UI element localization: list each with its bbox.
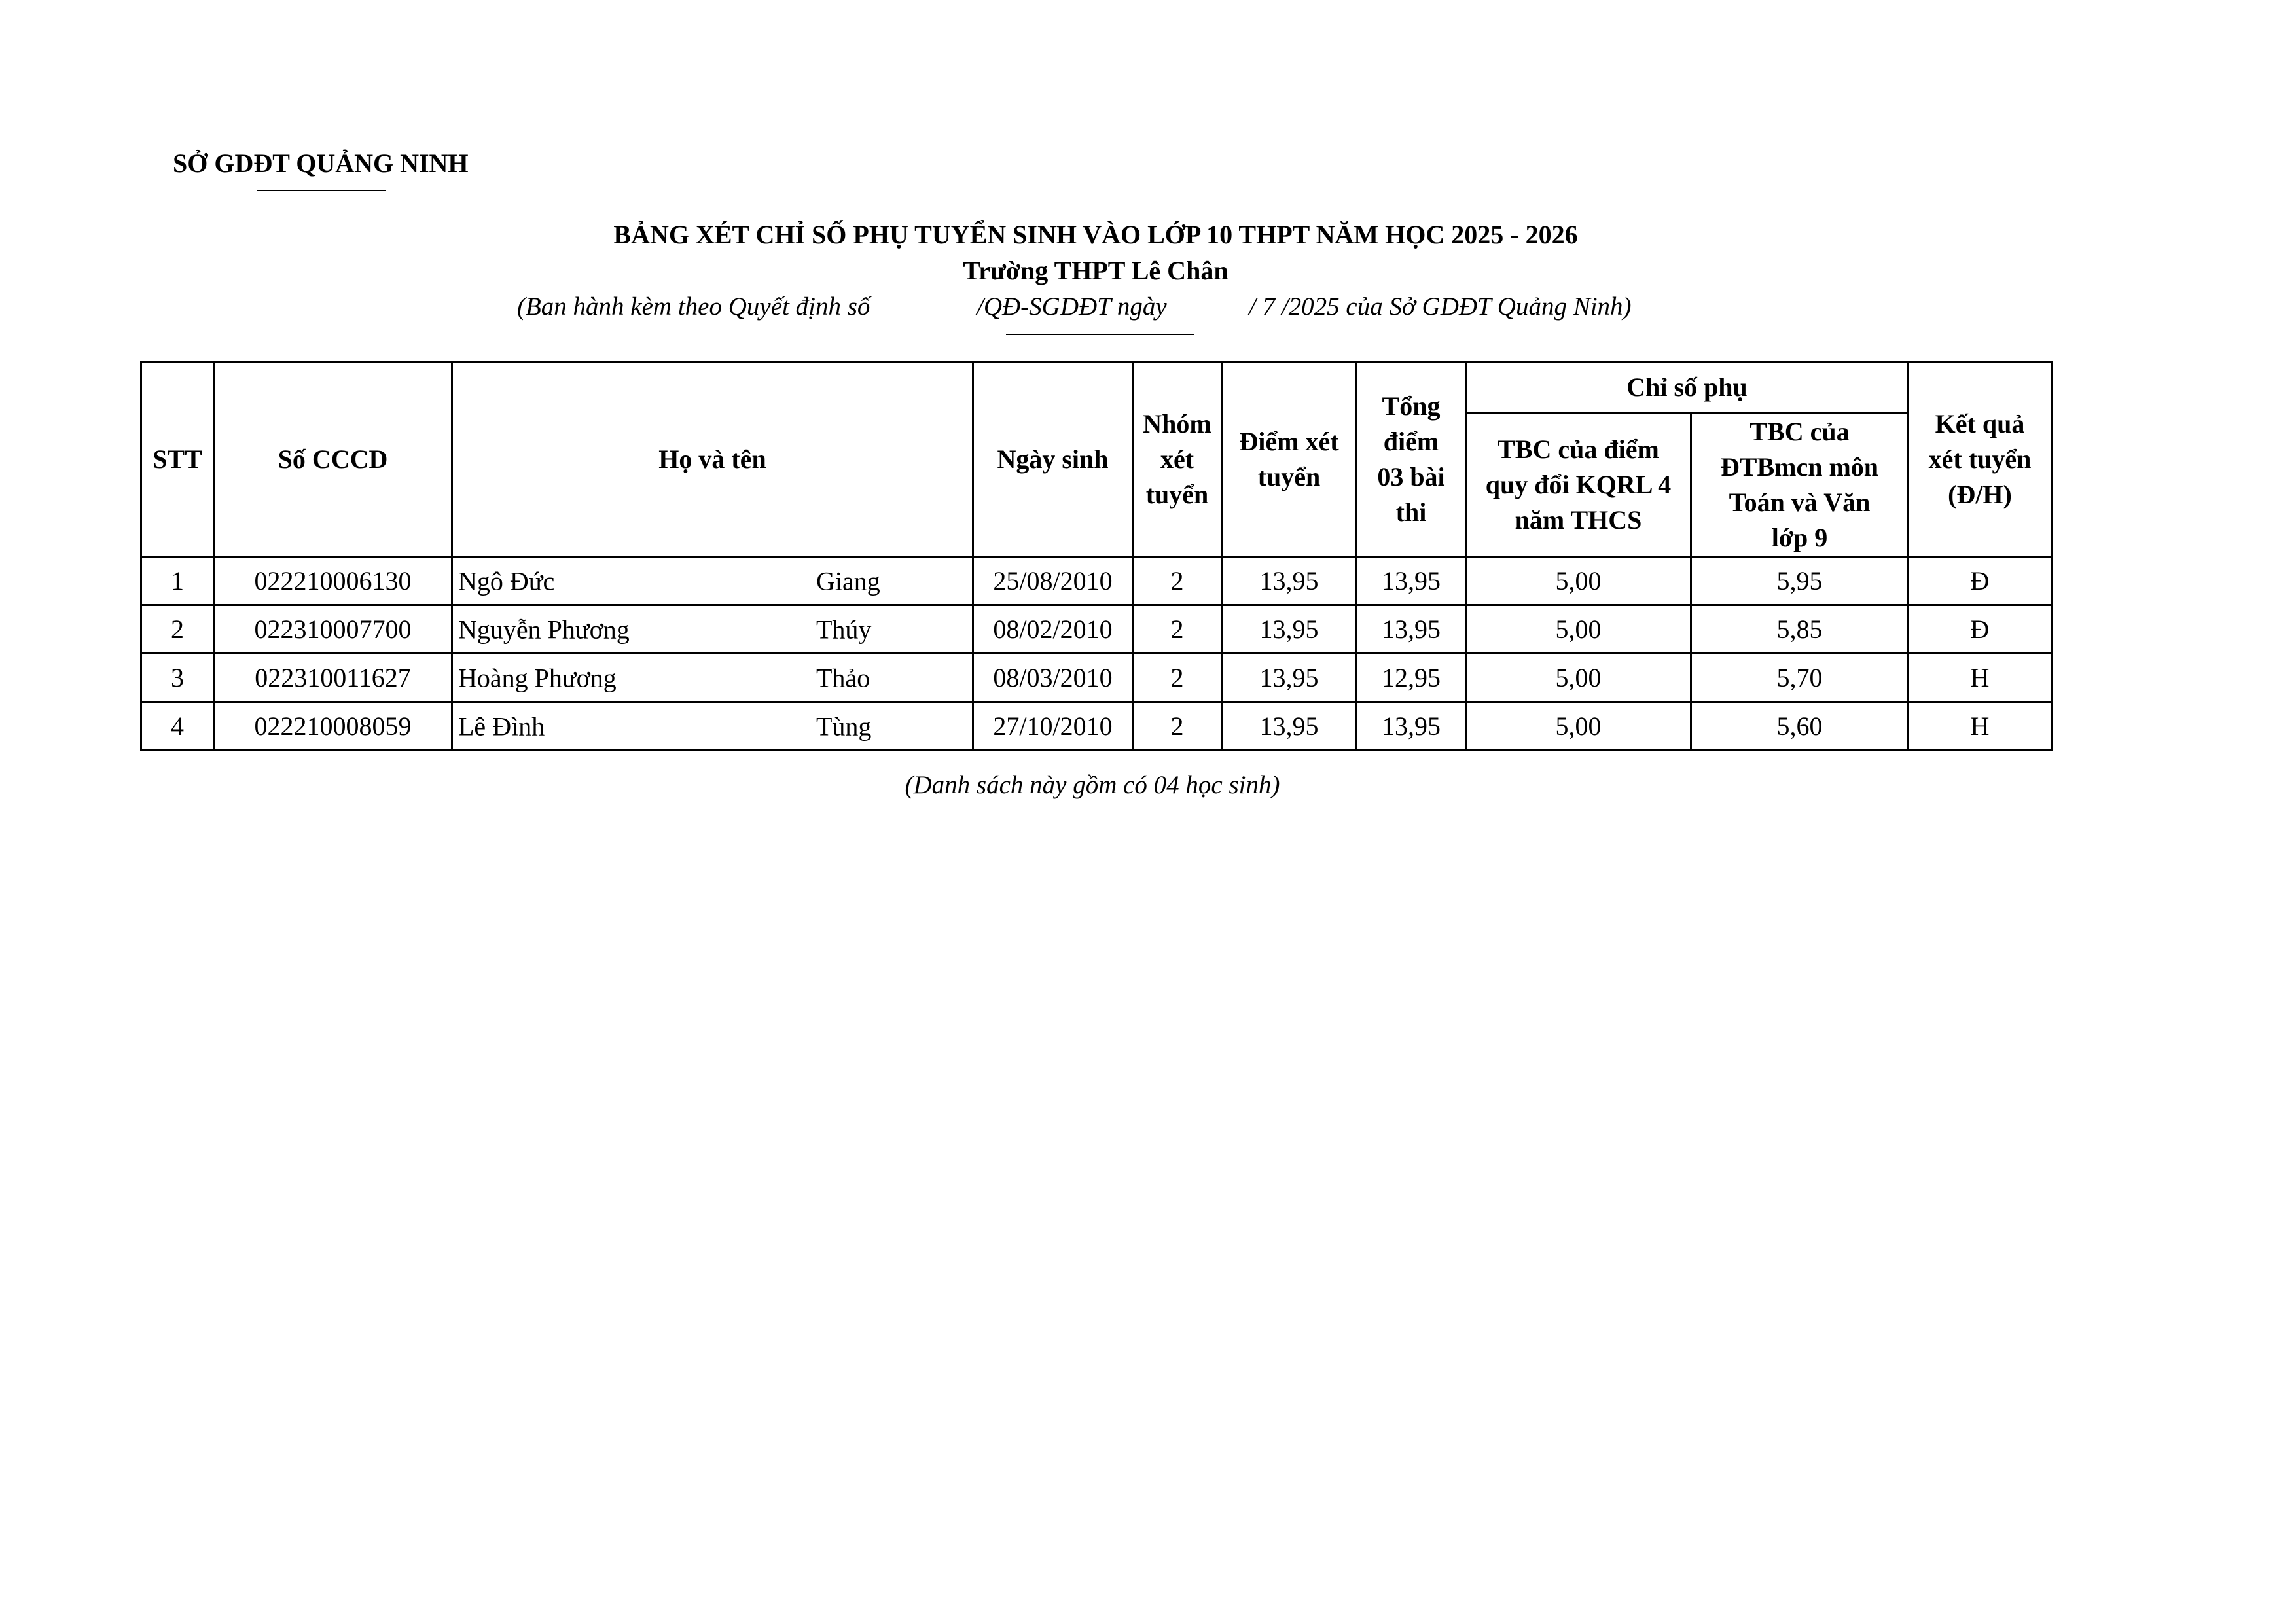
cell-first-name: Thúy: [816, 615, 872, 644]
header-tbc-dtb: [1691, 414, 1909, 557]
school-name: Trường THPT Lê Chân: [963, 256, 1229, 285]
cell-score: 13,95: [1222, 557, 1357, 605]
cell-cccd: 022310011627: [214, 654, 452, 702]
header-score: [1222, 362, 1357, 557]
cell-dtb: 5,85: [1691, 605, 1909, 654]
table-row: [141, 702, 2052, 751]
cell-group: 2: [1133, 557, 1222, 605]
cell-kqrl: 5,00: [1466, 557, 1691, 605]
header-stt: STT: [141, 362, 214, 557]
cell-name: [452, 605, 973, 654]
agency-name: SỞ GDĐT QUẢNG NINH: [173, 149, 469, 178]
cell-dtb: 5,70: [1691, 654, 1909, 702]
table-row: [141, 654, 2052, 702]
cell-last-name: Ngô Đức: [458, 566, 555, 596]
header-total-text: Tổng điểm 03 bài thi: [1377, 391, 1445, 527]
cell-total: 13,95: [1357, 605, 1466, 654]
cell-stt: 4: [141, 702, 214, 751]
header-tbc-kqrl: [1466, 414, 1691, 557]
table-row: [141, 557, 2052, 605]
cell-cccd: 022210006130: [214, 557, 452, 605]
cell-dob: 27/10/2010: [973, 702, 1133, 751]
cell-score: 13,95: [1222, 605, 1357, 654]
cell-result: Đ: [1909, 605, 2052, 654]
cell-total: 13,95: [1357, 702, 1466, 751]
decree-text-part2: /QĐ-SGDĐT ngày: [977, 293, 1167, 321]
header-total: [1357, 362, 1466, 557]
cell-first-name: Thảo: [816, 663, 870, 692]
header-tbc-dtb-text: TBC của ĐTBmcn môn Toán và Văn lớp 9: [1720, 417, 1879, 552]
header-score-text: Điểm xét tuyển: [1239, 426, 1339, 491]
decree-underline: [1006, 334, 1194, 335]
header-result-text: Kết quả xét tuyển (Đ/H): [1928, 408, 2032, 509]
cell-result: H: [1909, 702, 2052, 751]
cell-last-name: Hoàng Phương: [458, 663, 617, 692]
cell-group: 2: [1133, 605, 1222, 654]
cell-total: 13,95: [1357, 557, 1466, 605]
document-title: BẢNG XÉT CHỈ SỐ PHỤ TUYỂN SINH VÀO LỚP 10 THPT NĂM HỌC 2025 - 2026: [613, 220, 1578, 249]
header-name: Họ và tên: [452, 362, 973, 557]
header-secondary-index: Chỉ số phụ: [1466, 362, 1909, 414]
header-tbc-kqrl-text: TBC của điểm quy đổi KQRL 4 năm THCS: [1485, 435, 1672, 535]
cell-result: H: [1909, 654, 2052, 702]
header-group-text: Nhóm xét tuyển: [1143, 408, 1211, 509]
cell-dob: 08/02/2010: [973, 605, 1133, 654]
cell-kqrl: 5,00: [1466, 654, 1691, 702]
decree-text-part3: / 7 /2025 của Sở GDĐT Quảng Ninh): [1249, 293, 1632, 321]
cell-kqrl: 5,00: [1466, 702, 1691, 751]
cell-dob: 25/08/2010: [973, 557, 1133, 605]
cell-stt: 2: [141, 605, 214, 654]
list-summary: (Danh sách này gồm có 04 học sinh): [905, 771, 1280, 799]
cell-first-name: Giang: [816, 566, 880, 596]
cell-result: Đ: [1909, 557, 2052, 605]
cell-name: [452, 702, 973, 751]
header-dob: Ngày sinh: [973, 362, 1133, 557]
cell-score: 13,95: [1222, 654, 1357, 702]
cell-name: [452, 557, 973, 605]
header-cccd: Số CCCD: [214, 362, 452, 557]
cell-score: 13,95: [1222, 702, 1357, 751]
cell-group: 2: [1133, 702, 1222, 751]
cell-first-name: Tùng: [816, 711, 872, 741]
cell-dtb: 5,60: [1691, 702, 1909, 751]
cell-dob: 08/03/2010: [973, 654, 1133, 702]
cell-kqrl: 5,00: [1466, 605, 1691, 654]
cell-cccd: 022310007700: [214, 605, 452, 654]
cell-stt: 1: [141, 557, 214, 605]
admission-table: [140, 361, 2053, 751]
decree-text-part1: (Ban hành kèm theo Quyết định số: [517, 293, 870, 321]
cell-last-name: Nguyễn Phương: [458, 615, 630, 644]
table-row: [141, 605, 2052, 654]
header-result: [1909, 362, 2052, 557]
cell-cccd: 022210008059: [214, 702, 452, 751]
cell-group: 2: [1133, 654, 1222, 702]
cell-total: 12,95: [1357, 654, 1466, 702]
cell-dtb: 5,95: [1691, 557, 1909, 605]
header-group: [1133, 362, 1222, 557]
cell-name: [452, 654, 973, 702]
agency-underline: [257, 190, 386, 191]
cell-last-name: Lê Đình: [458, 711, 545, 741]
cell-stt: 3: [141, 654, 214, 702]
